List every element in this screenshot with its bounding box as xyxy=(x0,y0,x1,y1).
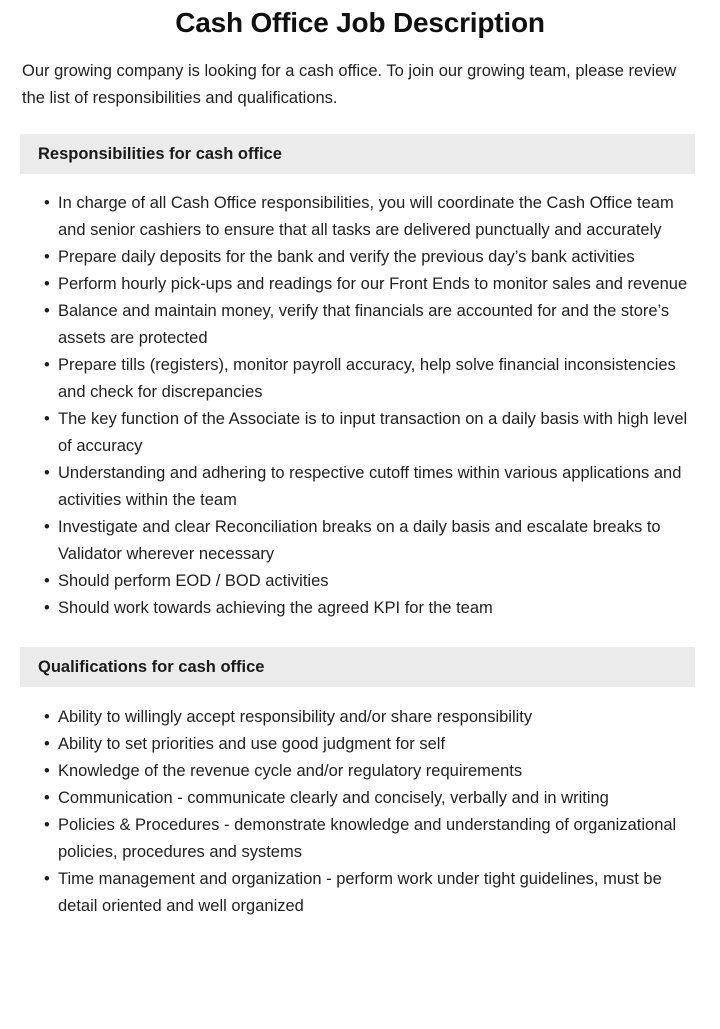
list-item-text: Prepare daily deposits for the bank and verify the previous day’s bank activities xyxy=(58,248,635,266)
list-item-text: Ability to willingly accept responsibility and/or share responsibility xyxy=(58,708,533,726)
bullet-icon: • xyxy=(44,762,50,780)
list-item-text: The key function of the Associate is to input transaction on a daily basis with high level of accuracy xyxy=(58,410,688,455)
list-item-text: Time management and organization - perform work under tight guidelines, must be detail oriented and well organized xyxy=(58,870,662,915)
bullet-icon: • xyxy=(44,870,50,888)
bullet-icon: • xyxy=(44,464,50,482)
list-item-text: Should perform EOD / BOD activities xyxy=(58,572,329,590)
responsibilities-list xyxy=(0,190,720,622)
section-heading-text: Qualifications for cash office xyxy=(38,658,265,676)
bullet-icon: • xyxy=(44,599,50,617)
bullet-icon: • xyxy=(44,356,50,374)
list-item xyxy=(0,514,696,568)
bullet-icon: • xyxy=(44,735,50,753)
bullet-icon: • xyxy=(44,194,50,212)
bullet-icon: • xyxy=(44,708,50,726)
list-item xyxy=(0,190,696,244)
list-item xyxy=(0,866,692,920)
section-header-qualifications xyxy=(20,647,695,687)
list-item xyxy=(0,352,696,406)
page-title: Cash Office Job Description xyxy=(175,7,545,38)
bullet-icon: • xyxy=(44,789,50,807)
bullet-icon: • xyxy=(44,410,50,428)
list-item xyxy=(0,568,696,595)
list-item xyxy=(0,460,696,514)
list-item-text: In charge of all Cash Office responsibilities, you will coordinate the Cash Office team and senior cashiers to ensure that all tasks are delivered punctually and accurately xyxy=(58,194,674,239)
list-item xyxy=(0,406,696,460)
list-item xyxy=(0,595,696,622)
list-item-text: Investigate and clear Reconciliation breaks on a daily basis and escalate breaks to Validator wherever necessary xyxy=(58,518,661,563)
list-item-text: Should work towards achieving the agreed KPI for the team xyxy=(58,599,493,617)
list-item-text: Communication - communicate clearly and concisely, verbally and in writing xyxy=(58,789,609,807)
list-item-text: Knowledge of the revenue cycle and/or regulatory requirements xyxy=(58,762,523,780)
list-item-text: Policies & Procedures - demonstrate knowledge and understanding of organizational policies, procedures and systems xyxy=(58,816,677,861)
section-heading-text: Responsibilities for cash office xyxy=(38,145,282,163)
list-item xyxy=(0,244,696,271)
bullet-icon: • xyxy=(44,572,50,590)
list-item xyxy=(0,704,692,731)
list-item-text: Ability to set priorities and use good judgment for self xyxy=(58,735,446,753)
list-item-text: Balance and maintain money, verify that financials are accounted for and the store’s assets are protected xyxy=(58,302,670,347)
list-item xyxy=(0,812,692,866)
section-qualifications xyxy=(0,647,720,920)
list-item-text: Understanding and adhering to respective cutoff times within various applications and activities within the team xyxy=(58,464,682,509)
list-item-text: Perform hourly pick-ups and readings for our Front Ends to monitor sales and revenue xyxy=(58,275,688,293)
bullet-icon: • xyxy=(44,275,50,293)
list-item xyxy=(0,271,696,298)
bullet-icon: • xyxy=(44,302,50,320)
list-item xyxy=(0,785,692,812)
section-responsibilities xyxy=(0,134,720,622)
list-item xyxy=(0,731,692,758)
list-item xyxy=(0,758,692,785)
intro-paragraph: Our growing company is looking for a cash office. To join our growing team, please review the list of responsibilities and qualifications. xyxy=(22,62,677,107)
list-item xyxy=(0,298,696,352)
bullet-icon: • xyxy=(44,816,50,834)
bullet-icon: • xyxy=(44,248,50,266)
qualifications-list xyxy=(0,704,720,920)
list-item-text: Prepare tills (registers), monitor payroll accuracy, help solve financial inconsistencies and check for discrepancies xyxy=(58,356,676,401)
bullet-icon: • xyxy=(44,518,50,536)
section-header-responsibilities xyxy=(20,134,695,174)
